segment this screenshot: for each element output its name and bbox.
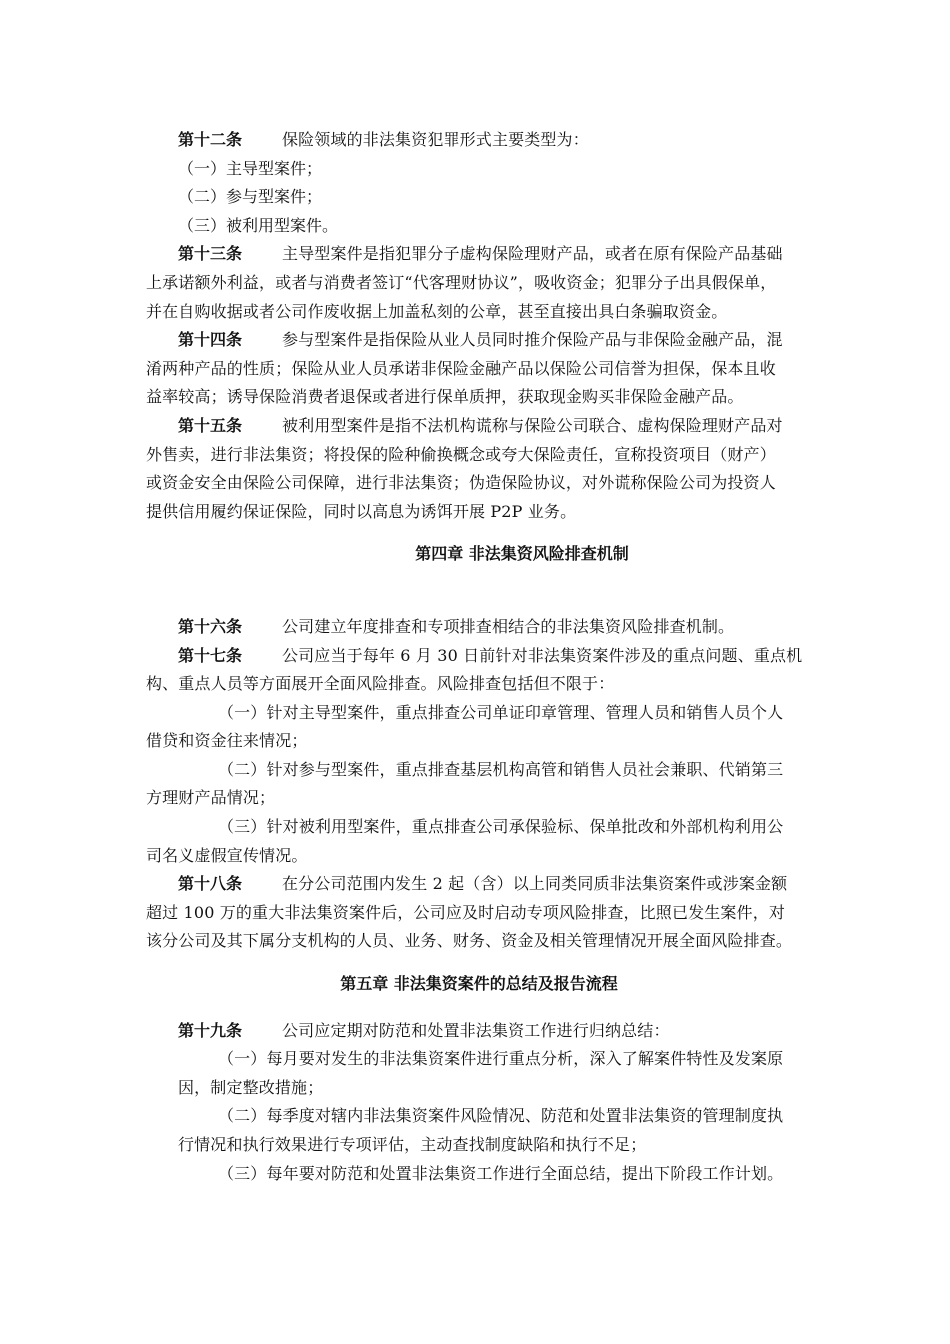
- article-text: 参与型案件是指保险从业人员同时推介保险产品与非保险金融产品，混: [282, 330, 783, 350]
- chapter-heading-4: 第四章 非法集资风险排查机制: [415, 544, 629, 564]
- list-item: （一）主导型案件；: [178, 158, 323, 178]
- article-label: 第十三条: [178, 244, 243, 264]
- paragraph-line: 淆两种产品的性质；保险从业人员承诺非保险金融产品以保险公司信誉为担保，保本且收: [146, 358, 776, 378]
- article-text: 公司应当于每年 6 月 30 日前针对非法集资案件涉及的重点问题、重点机: [282, 645, 803, 665]
- paragraph-line: 或资金安全由保险公司保障，进行非法集资；伪造保险协议，对外谎称保险公司为投资人: [146, 473, 776, 493]
- article-16: [146, 613, 808, 642]
- article-label: 第十五条: [178, 415, 243, 435]
- list-item: （三）被利用型案件。: [178, 215, 339, 235]
- list-item-continuation: 借贷和资金往来情况；: [146, 731, 308, 751]
- chapter-heading-5: 第五章 非法集资案件的总结及报告流程: [340, 974, 618, 994]
- article-label: 第十四条: [178, 330, 243, 350]
- list-item: （三）针对被利用型案件，重点排查公司承保验标、保单批改和外部机构利用公: [218, 817, 784, 837]
- article-17: [146, 642, 808, 671]
- article-13: [146, 240, 808, 269]
- article-label: 第十七条: [178, 645, 243, 665]
- list-item: （一）每月要对发生的非法集资案件进行重点分析，深入了解案件特性及发案原: [218, 1049, 784, 1069]
- article-text: 公司建立年度排查和专项排查相结合的非法集资风险排查机制。: [282, 616, 735, 636]
- article-label: 第十九条: [178, 1020, 243, 1040]
- paragraph-line: 提供信用履约保证保险，同时以高息为诱饵开展 P2P 业务。: [146, 501, 577, 521]
- article-19: [146, 1017, 808, 1046]
- article-14: [146, 326, 808, 355]
- paragraph-line: 超过 100 万的重大非法集资案件后，公司应及时启动专项风险排查，比照已发生案件，对: [146, 902, 786, 922]
- list-item-continuation: 司名义虚假宣传情况。: [146, 845, 308, 865]
- paragraph-line: 该分公司及其下属分支机构的人员、业务、财务、资金及相关管理情况开展全面风险排查。: [146, 931, 793, 951]
- list-item-continuation: 因，制定整改措施；: [178, 1077, 324, 1097]
- article-label: 第十六条: [178, 616, 243, 636]
- article-text: 在分公司范围内发生 2 起（含）以上同类同质非法集资案件或涉案金额: [282, 874, 788, 894]
- document-body: [146, 126, 808, 1188]
- paragraph-line: 外售卖，进行非法集资；将投保的险种偷换概念或夸大保险责任，宣称投资项目（财产）: [146, 444, 776, 464]
- paragraph-line: 益率较高；诱导保险消费者退保或者进行保单质押，获取现金购买非保险金融产品。: [146, 387, 744, 407]
- article-18: [146, 870, 808, 899]
- article-text: 公司应定期对防范和处置非法集资工作进行归纳总结：: [282, 1020, 670, 1040]
- paragraph-line: 上承诺额外利益，或者与消费者签订“代客理财协议”，吸收资金；犯罪分子出具假保单，: [146, 272, 777, 292]
- article-text: 保险领域的非法集资犯罪形式主要类型为：: [282, 130, 589, 149]
- article-12: [146, 126, 808, 155]
- article-label: 第十八条: [178, 874, 243, 894]
- list-item-continuation: 方理财产品情况；: [146, 788, 276, 808]
- paragraph-line: 并在自购收据或者公司作废收据上加盖私刻的公章，甚至直接出具白条骗取资金。: [146, 301, 728, 321]
- paragraph-line: 构、重点人员等方面展开全面风险排查。风险排查包括但不限于：: [146, 674, 615, 694]
- article-15: [146, 412, 808, 441]
- list-item-continuation: 行情况和执行效果进行专项评估，主动查找制度缺陷和执行不足；: [178, 1135, 647, 1154]
- list-item: （一）针对主导型案件，重点排查公司单证印章管理、管理人员和销售人员个人: [218, 702, 784, 722]
- article-label: 第十二条: [178, 130, 243, 149]
- article-text: 主导型案件是指犯罪分子虚构保险理财产品，或者在原有保险产品基础: [282, 244, 783, 264]
- list-item: （二）每季度对辖内非法集资案件风险情况、防范和处置非法集资的管理制度执: [218, 1106, 784, 1126]
- list-item: （二）参与型案件；: [178, 187, 323, 207]
- list-item: （三）每年要对防范和处置非法集资工作进行全面总结，提出下阶段工作计划。: [218, 1163, 784, 1183]
- article-text: 被利用型案件是指不法机构谎称与保险公司联合、虚构保险理财产品对: [282, 415, 783, 435]
- list-item: （二）针对参与型案件，重点排查基层机构高管和销售人员社会兼职、代销第三: [218, 759, 784, 779]
